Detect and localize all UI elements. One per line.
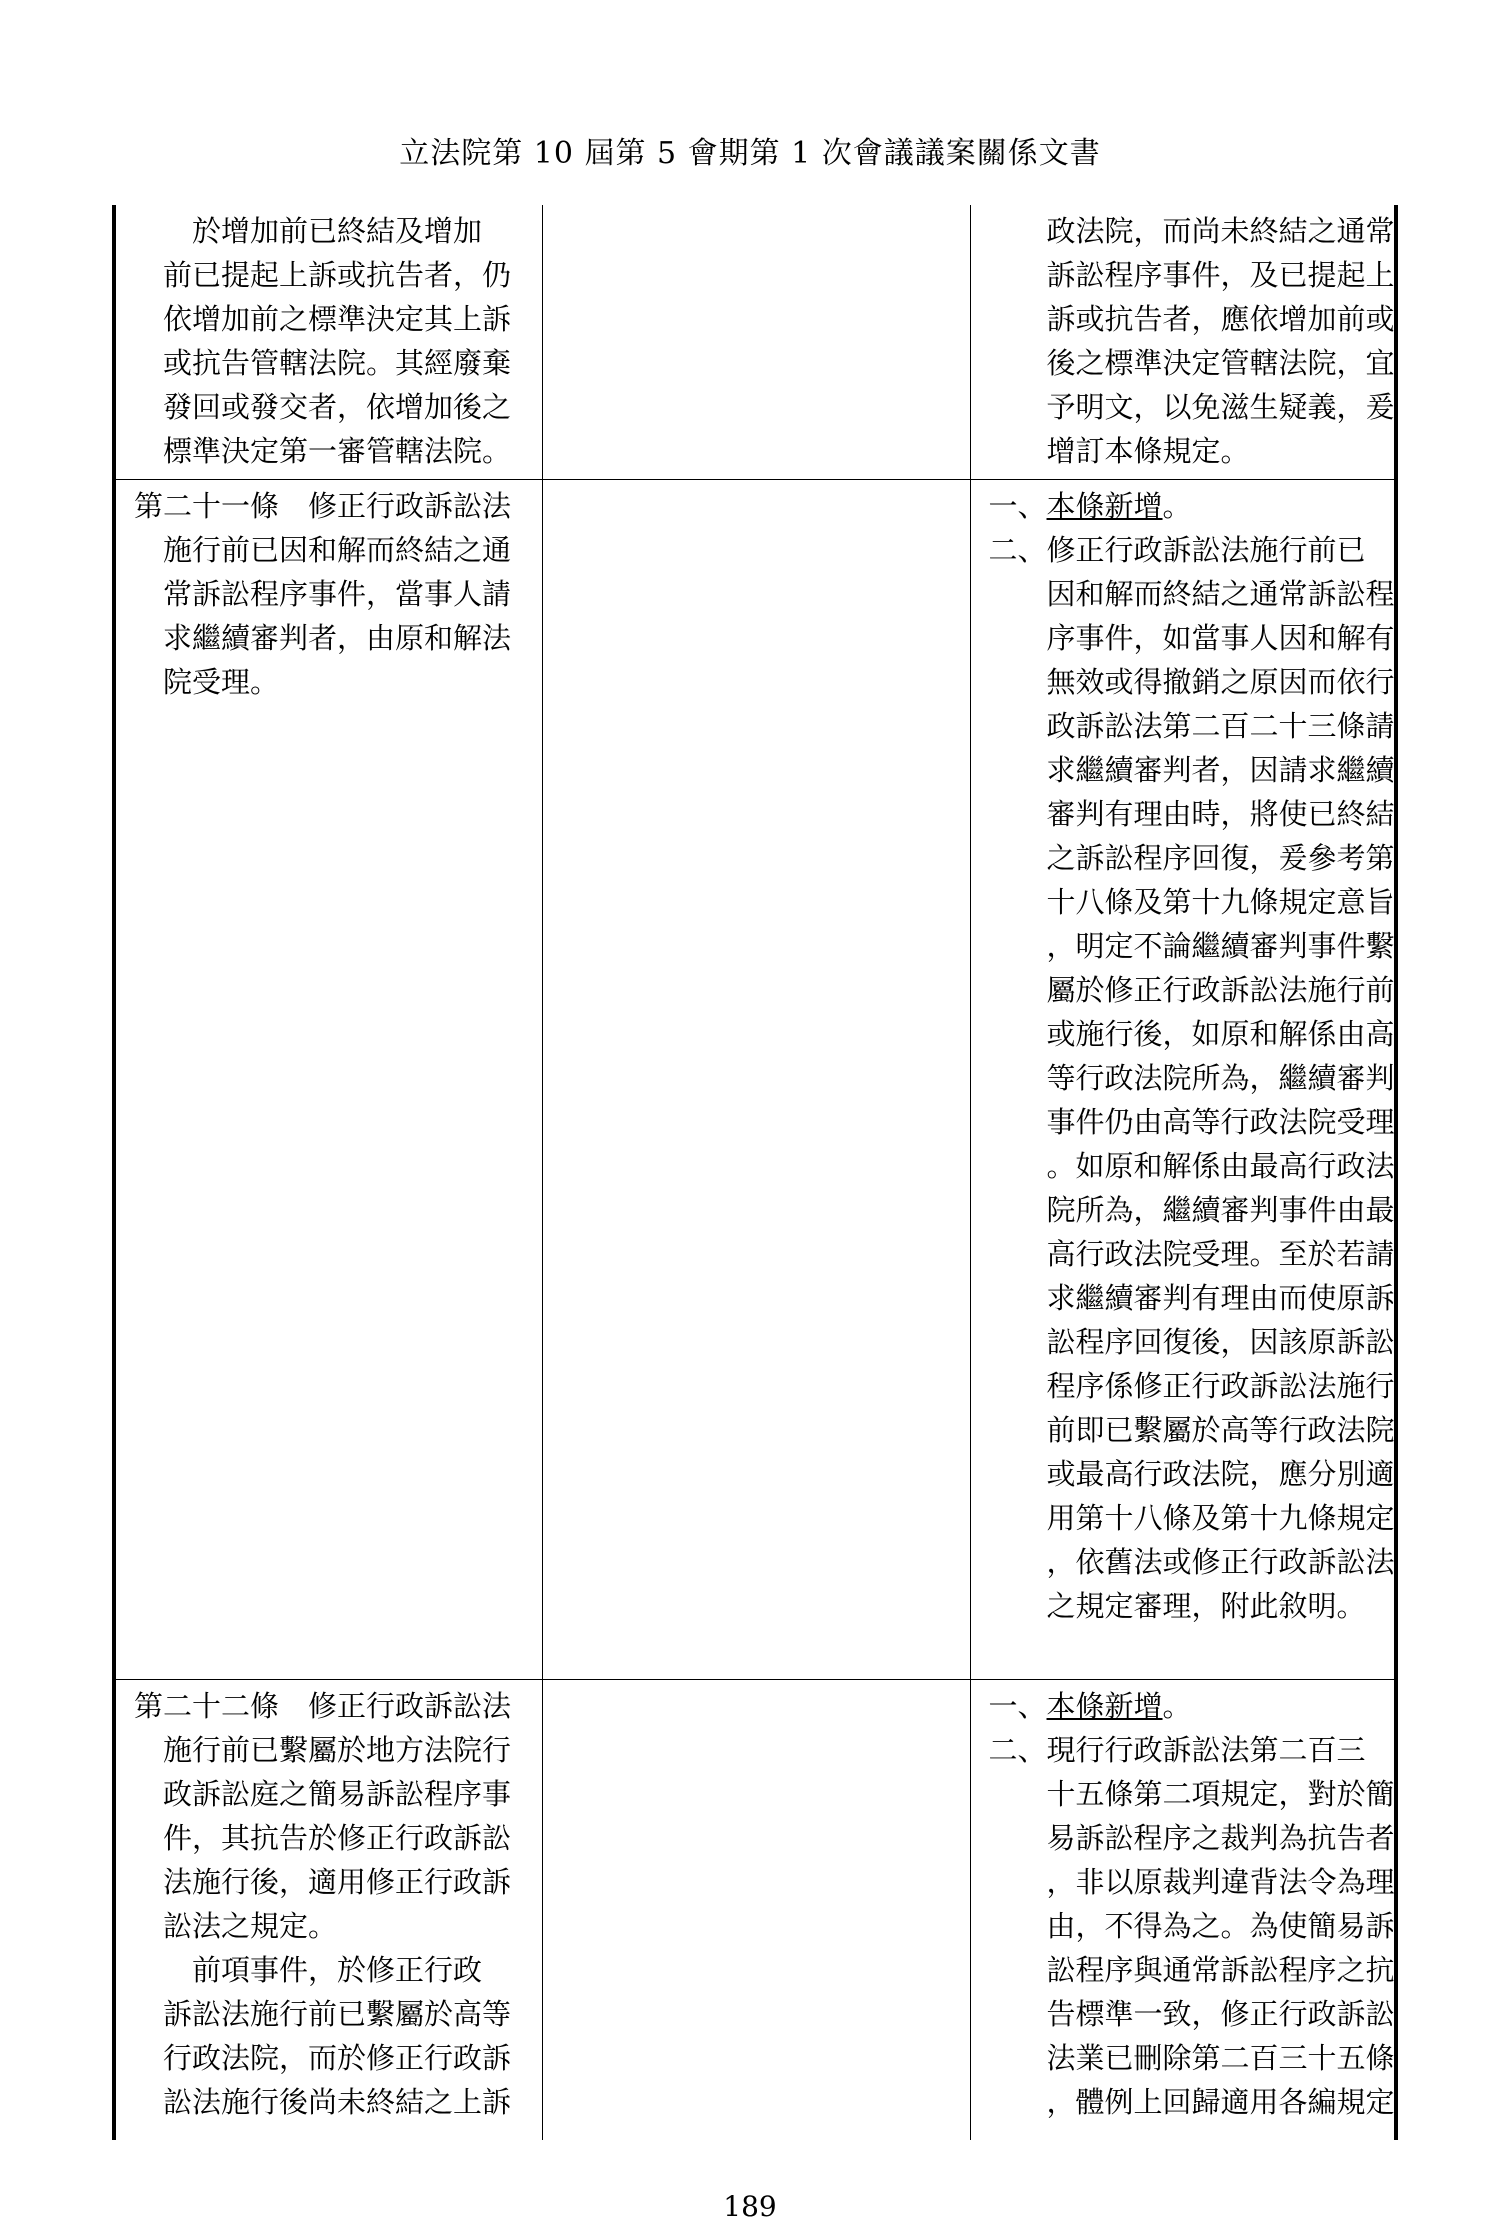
text-line: 施行前已因和解而終結之通 [134,533,512,567]
current-text-cell [542,205,970,480]
text-line: 法施行後，適用修正行政訴 [134,1865,512,1899]
text-line: 院所為，繼續審判事件由最 [988,1193,1395,1227]
proposed-text-cell [114,1680,542,2140]
page-number: 189 [723,2190,777,2223]
text-line: 事件仍由高等行政法院受理 [988,1105,1395,1139]
text-line: 因和解而終結之通常訴訟程 [988,577,1395,611]
explanation-cell [970,480,1396,1680]
text-line: 前已提起上訴或抗告者，仍 [134,258,512,292]
text-line: 屬於修正行政訴訟法施行前 [988,973,1395,1007]
text-line: 序事件，如當事人因和解有 [988,621,1395,655]
table-row [114,205,1396,480]
text-line: 政法院，而尚未終結之通常 [988,214,1395,248]
text-line: 施行前已繫屬於地方法院行 [134,1733,512,1767]
text-line: 二、修正行政訴訟法施行前已 [988,533,1366,567]
text-line: 十五條第二項規定，對於簡 [988,1777,1395,1811]
text-line: 高行政法院受理。至於若請 [988,1237,1395,1271]
table-row [114,1680,1396,2140]
text-line: 用第十八條及第十九條規定 [988,1501,1395,1535]
text-line: 程序係修正行政訴訟法施行 [988,1369,1395,1403]
item-prefix: 一、 [988,489,1047,523]
text-line: 發回或發交者，依增加後之 [134,390,512,424]
text-line [989,484,1377,528]
text-line: 。如原和解係由最高行政法 [988,1149,1395,1183]
article-heading: 第二十二條 修正行政訴訟法 [134,1689,512,1723]
text-line: 求繼續審判有理由而使原訴 [988,1281,1395,1315]
table-row [114,480,1396,1680]
text-line: 告標準一致，修正行政訴訟 [988,1997,1395,2031]
text-line: 後之標準決定管轄法院，宜 [988,346,1395,380]
new-article-note: 本條新增 [1046,489,1163,523]
text-line: 二、現行行政訴訟法第二百三 [988,1733,1366,1767]
explanation-cell [970,1680,1396,2140]
current-text-cell [542,1680,970,2140]
text-line: 常訴訟程序事件，當事人請 [134,577,512,611]
comparison-table [112,205,1398,2140]
text-line: 或施行後，如原和解係由高 [988,1017,1395,1051]
text-line: 審判有理由時，將使已終結 [988,797,1395,831]
text-line: 或抗告管轄法院。其經廢棄 [134,346,512,380]
text-line: 等行政法院所為，繼續審判 [988,1061,1395,1095]
text-line: 政訴訟法第二百二十三條請 [988,709,1395,743]
text-line: 標準決定第一審管轄法院。 [134,434,512,468]
text-line: 易訴訟程序之裁判為抗告者 [988,1821,1395,1855]
text-line: ，體例上回歸適用各編規定 [988,2085,1395,2119]
proposed-text-cell [114,480,542,1680]
text-line: 或最高行政法院，應分別適 [988,1457,1395,1491]
text-line: 十八條及第十九條規定意旨 [988,885,1395,919]
proposed-text-cell [114,205,542,480]
item-suffix: 。 [1162,1689,1192,1723]
text-line: 前項事件，於修正行政 [134,1953,483,1987]
text-line: 無效或得撤銷之原因而依行 [988,665,1395,699]
item-prefix: 一、 [988,1689,1047,1723]
text-line: 院受理。 [134,665,280,699]
text-line: 政訴訟庭之簡易訴訟程序事 [134,1777,512,1811]
text-line: 依增加前之標準決定其上訴 [134,302,512,336]
text-line: 訴或抗告者，應依增加前或 [988,302,1395,336]
text-line: ，依舊法或修正行政訴訟法 [988,1545,1395,1579]
new-article-note: 本條新增 [1046,1689,1163,1723]
text-line: 由，不得為之。為使簡易訴 [988,1909,1395,1943]
text-line: 訟程序回復後，因該原訴訟 [988,1325,1395,1359]
text-line: 求繼續審判者，因請求繼續 [988,753,1395,787]
text-line: ，非以原裁判違背法令為理 [988,1865,1395,1899]
text-line: 件，其抗告於修正行政訴訟 [134,1821,512,1855]
article-heading: 第二十一條 修正行政訴訟法 [134,489,512,523]
explanation-cell [970,205,1396,480]
text-line: 訟法施行後尚未終結之上訴 [134,2085,512,2119]
text-line [989,1684,1377,1728]
text-line: 訟法之規定。 [134,1909,338,1943]
text-line: 訟程序與通常訴訟程序之抗 [988,1953,1395,1987]
text-line: 訴訟程序事件，及已提起上 [988,258,1395,292]
text-line: 訴訟法施行前已繫屬於高等 [134,1997,512,2031]
text-line: 之訴訟程序回復，爰參考第 [988,841,1395,875]
current-text-cell [542,480,970,1680]
document-header: 立法院第 10 屆第 5 會期第 1 次會議議案關係文書 [399,136,1101,171]
item-suffix: 。 [1162,489,1192,523]
text-line: 之規定審理，附此敘明。 [988,1589,1366,1623]
text-line: 行政法院，而於修正行政訴 [134,2041,512,2075]
text-line: 於增加前已終結及增加 [134,214,483,248]
text-line: 予明文，以免滋生疑義，爰 [988,390,1395,424]
text-line: 增訂本條規定。 [988,434,1250,468]
text-line: 求繼續審判者，由原和解法 [134,621,512,655]
text-line: 前即已繫屬於高等行政法院 [988,1413,1395,1447]
text-line: ，明定不論繼續審判事件繫 [988,929,1395,963]
text-line: 法業已刪除第二百三十五條 [988,2041,1395,2075]
